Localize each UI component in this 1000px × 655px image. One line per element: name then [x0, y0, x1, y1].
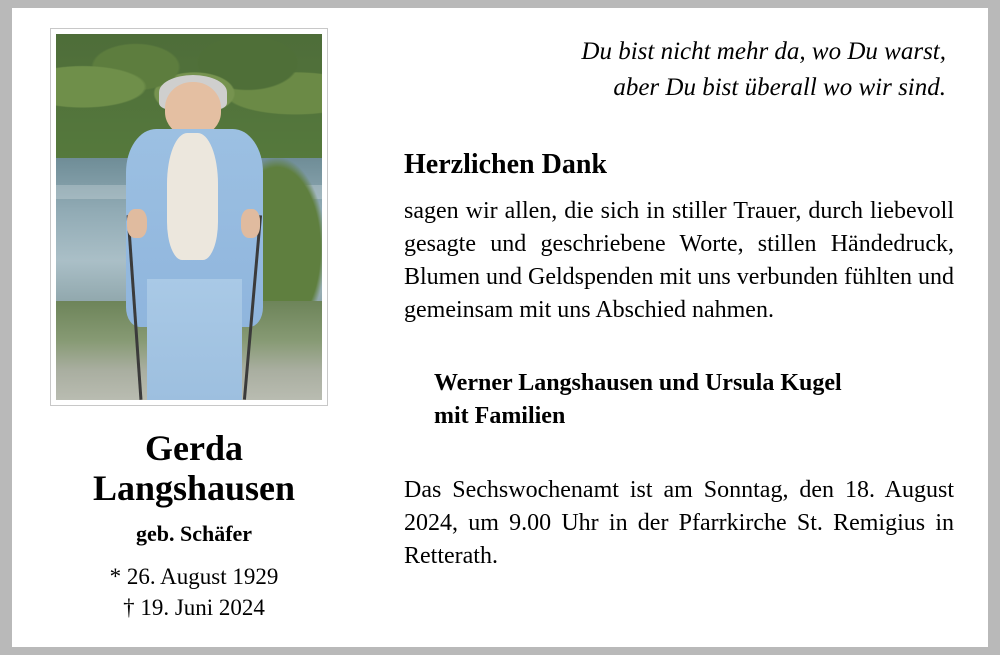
maiden-name: geb. Schäfer	[135, 520, 253, 546]
photo-scarf	[167, 133, 218, 260]
deceased-last-name: Langshausen	[92, 468, 296, 509]
photo-hand-left	[127, 209, 146, 238]
left-column	[12, 8, 372, 647]
death-date: † 19. Juni 2024	[123, 594, 265, 620]
family-signature-line-1: Werner Langshausen und Ursula Kugel	[434, 370, 842, 397]
family-signature-line-2: mit Familien	[434, 402, 566, 429]
service-announcement: Das Sechswochenamt ist am Sonntag, den 18. August 2024, um 9.00 Uhr in der Pfarrkirche St. Remigius in Retterath.	[404, 477, 954, 570]
card-inner	[12, 8, 988, 647]
photo-hand-right	[241, 209, 260, 238]
birth-date: * 26. August 1929	[109, 563, 279, 589]
photo-person	[120, 82, 269, 400]
motto-line-2: aber Du bist überall wo wir sind.	[613, 73, 946, 101]
right-column	[372, 8, 988, 647]
thanks-body: sagen wir allen, die sich in stiller Trauer, durch liebevoll gesagte und geschriebene Worte, stillen Händedruck, Blumen und Geldspenden mit uns verbunden fühlten und gemeinsam mit uns Abschied nahmen.	[404, 198, 954, 324]
life-dates	[50, 561, 338, 623]
motto	[390, 34, 954, 105]
photo-head	[165, 82, 222, 136]
family-signature	[434, 367, 954, 432]
portrait-photo-icon	[56, 34, 322, 400]
motto-line-1: Du bist nicht mehr da, wo Du warst,	[581, 38, 946, 65]
thanks-heading: Herzlichen Dank	[404, 149, 607, 180]
memorial-card	[12, 8, 988, 647]
photo-frame	[50, 28, 328, 406]
deceased-name	[50, 428, 338, 509]
photo-skirt	[147, 279, 242, 400]
deceased-first-name: Gerda	[145, 428, 243, 468]
